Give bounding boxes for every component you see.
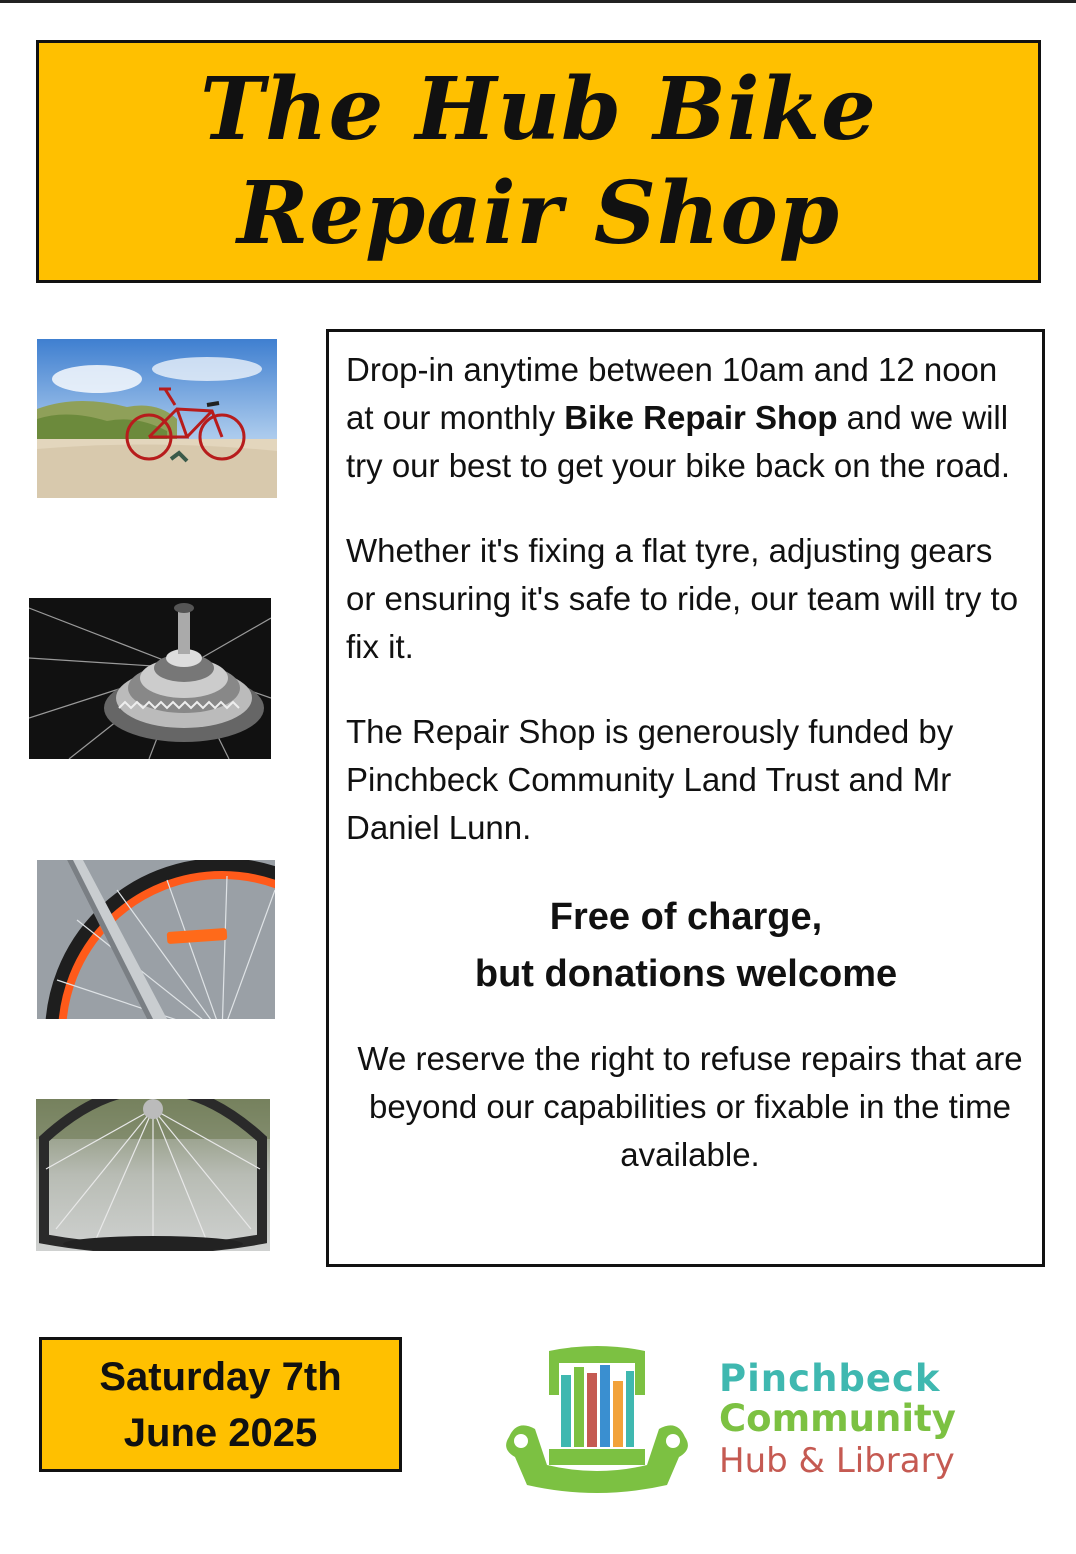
- disclaimer-paragraph: We reserve the right to refuse repairs that are beyond our capabilities or fixable in the time available.: [357, 1040, 1023, 1173]
- title-banner: [36, 40, 1041, 283]
- intro-text-end: and we will try our best to get your bike back on the road.: [346, 399, 1011, 484]
- top-rule: [0, 0, 1076, 3]
- intro-text-start: Drop-in anytime between 10am and 12 noon at our monthly: [346, 351, 998, 436]
- library-logo: [497, 1345, 977, 1505]
- logo-name-pinchbeck: Pinchbeck: [719, 1357, 941, 1400]
- date-line-1: Saturday 7th: [99, 1354, 342, 1399]
- event-date-box: [39, 1337, 402, 1472]
- flat-tyre-photo: [36, 1099, 270, 1251]
- title-line-2: Repair Shop: [236, 162, 841, 264]
- info-panel: [326, 329, 1045, 1267]
- free-line-2: but donations welcome: [474, 953, 898, 995]
- bicycle-on-beach-photo: [37, 339, 277, 498]
- date-line-2: June 2025: [123, 1410, 318, 1455]
- intro-paragraph: [346, 346, 1026, 490]
- bike-wheel-orange-rim-photo: [37, 860, 275, 1019]
- services-paragraph: Whether it's fixing a flat tyre, adjusting gears or ensuring it's safe to ride, our team will try to fix it.: [346, 532, 1019, 665]
- intro-text-bold: Bike Repair Shop: [564, 399, 838, 436]
- funding-paragraph: The Repair Shop is generously funded by Pinchbeck Community Land Trust and Mr Daniel Lunn.: [346, 713, 954, 846]
- bike-cassette-gears-photo: [29, 598, 271, 759]
- logo-name-community: Community: [719, 1397, 956, 1440]
- logo-name-hub-library: Hub & Library: [719, 1441, 955, 1481]
- armchair-books-icon: [497, 1345, 697, 1500]
- free-line-1: Free of charge,: [549, 896, 823, 938]
- title-line-1: The Hub Bike: [200, 58, 877, 160]
- free-of-charge-heading: [346, 889, 1026, 1003]
